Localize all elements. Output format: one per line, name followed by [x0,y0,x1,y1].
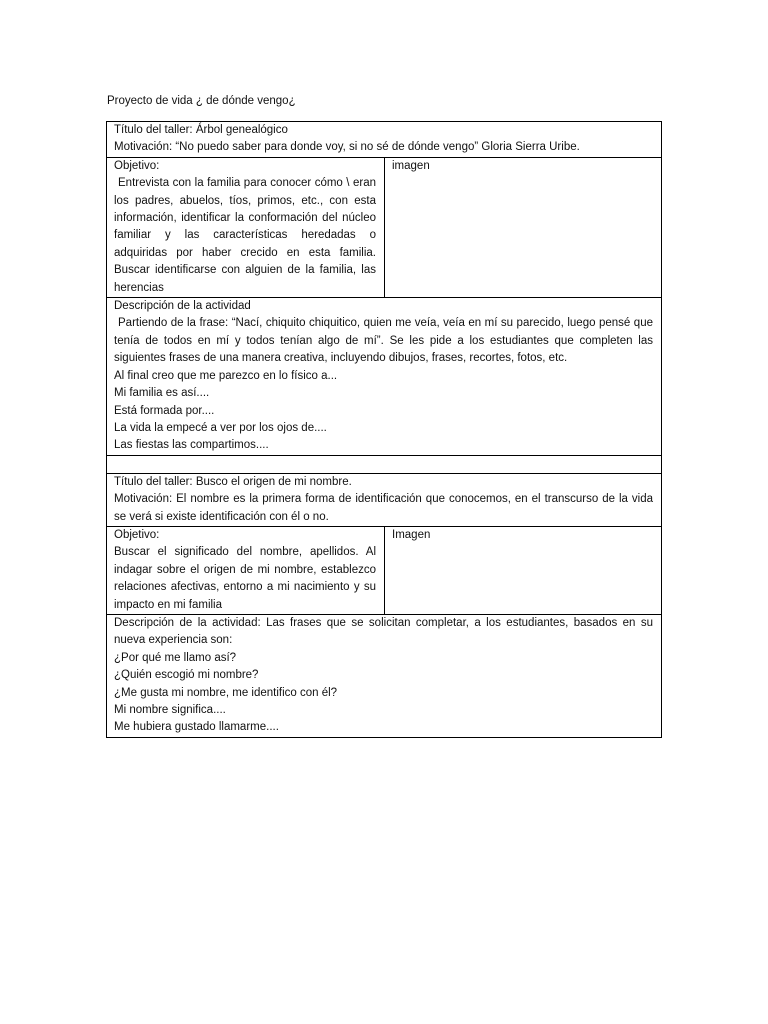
workshop1-phrase: Al final creo que me parezco en lo físico a... [114,369,338,382]
workshop2-objective-row [107,526,662,614]
workshop1-title: Título del taller: Árbol genealógico [114,124,288,136]
workshop2-phrase: ¿Quién escogió mi nombre? [114,669,259,682]
workshop1-description-text: Partiendo de la frase: “Nací, chiquito chiquitico, quien me veía, veía en mí su parecido, luego pensé que tenía de todos en mí y todos tenían algo de mí”. Se les pide a los estudiantes que completen las siguientes frases de una manera creativa, incluyendo dibujos, frases, recortes, fotos, etc. [114,317,653,365]
spacer-row [107,455,662,473]
document-title: Proyecto de vida ¿ de dónde vengo¿ [107,95,296,107]
workshop2-image-label: Imagen [392,528,431,541]
workshop1-objective-row [107,157,662,297]
workshop1-description-label: Descripción de la actividad [114,300,251,313]
workshop1-phrase: Las fiestas las compartimos.... [114,439,269,452]
workshop2-title: Título del taller: Busco el origen de mi nombre. [114,475,352,488]
workshop2-objective-cell [107,526,385,614]
workshop2-motivation: Motivación: El nombre es la primera forma de identificación que conocemos, en el transcurso de la vida se verá si existe identificación con él o no. [114,493,653,523]
workshop-table [106,121,662,738]
workshop1-description-cell [107,298,662,456]
workshop1-header-cell [107,122,662,158]
workshop1-header-row [107,122,662,158]
workshop1-phrase: La vida la empecé a ver por los ojos de.... [114,421,327,434]
workshop1-image-cell [385,157,662,297]
workshop1-objective-cell [107,157,385,297]
workshop2-description-cell [107,614,662,737]
workshop2-objective-text: Buscar el significado del nombre, apellidos. Al indagar sobre el origen de mi nombre, establezco relaciones afectivas, entorno a mi nacimiento y su impacto en mi familia [114,546,376,611]
workshop2-header-row [107,473,662,526]
workshop2-phrase: ¿Por qué me llamo así? [114,651,237,664]
workshop1-phrase: Está formada por.... [114,404,215,417]
workshop2-phrase: Mi nombre significa.... [114,704,226,716]
workshop1-objective-text: Entrevista con la familia para conocer cómo \ eran los padres, abuelos, tíos, primos, etc., con esta información, identificar la conformación del núcleo familiar y las características heredadas o adquiridas por haber crecido en esta familia. Buscar identificarse con alguien de la familia, las herencias [114,177,376,294]
spacer-cell [107,455,662,473]
workshop2-objective-label: Objetivo: [114,528,160,541]
workshop2-phrase: ¿Me gusta mi nombre, me identifico con él? [114,686,338,699]
workshop1-image-label: imagen [392,159,430,172]
workshop2-description-text: Descripción de la actividad: Las frases que se solicitan completar, a los estudiantes, basados en su nueva experiencia son: [114,616,653,647]
workshop2-description-row [107,614,662,737]
workshop1-objective-label: Objetivo: [114,159,160,172]
workshop1-motivation: Motivación: “No puedo saber para donde voy, si no sé de dónde vengo” Gloria Sierra Uribe. [114,141,580,154]
workshop2-header-cell [107,473,662,526]
workshop2-phrase: Me hubiera gustado llamarme.... [114,721,279,734]
workshop2-image-cell [385,526,662,614]
workshop1-description-row [107,298,662,456]
workshop1-phrase: Mi familia es así.... [114,387,210,400]
